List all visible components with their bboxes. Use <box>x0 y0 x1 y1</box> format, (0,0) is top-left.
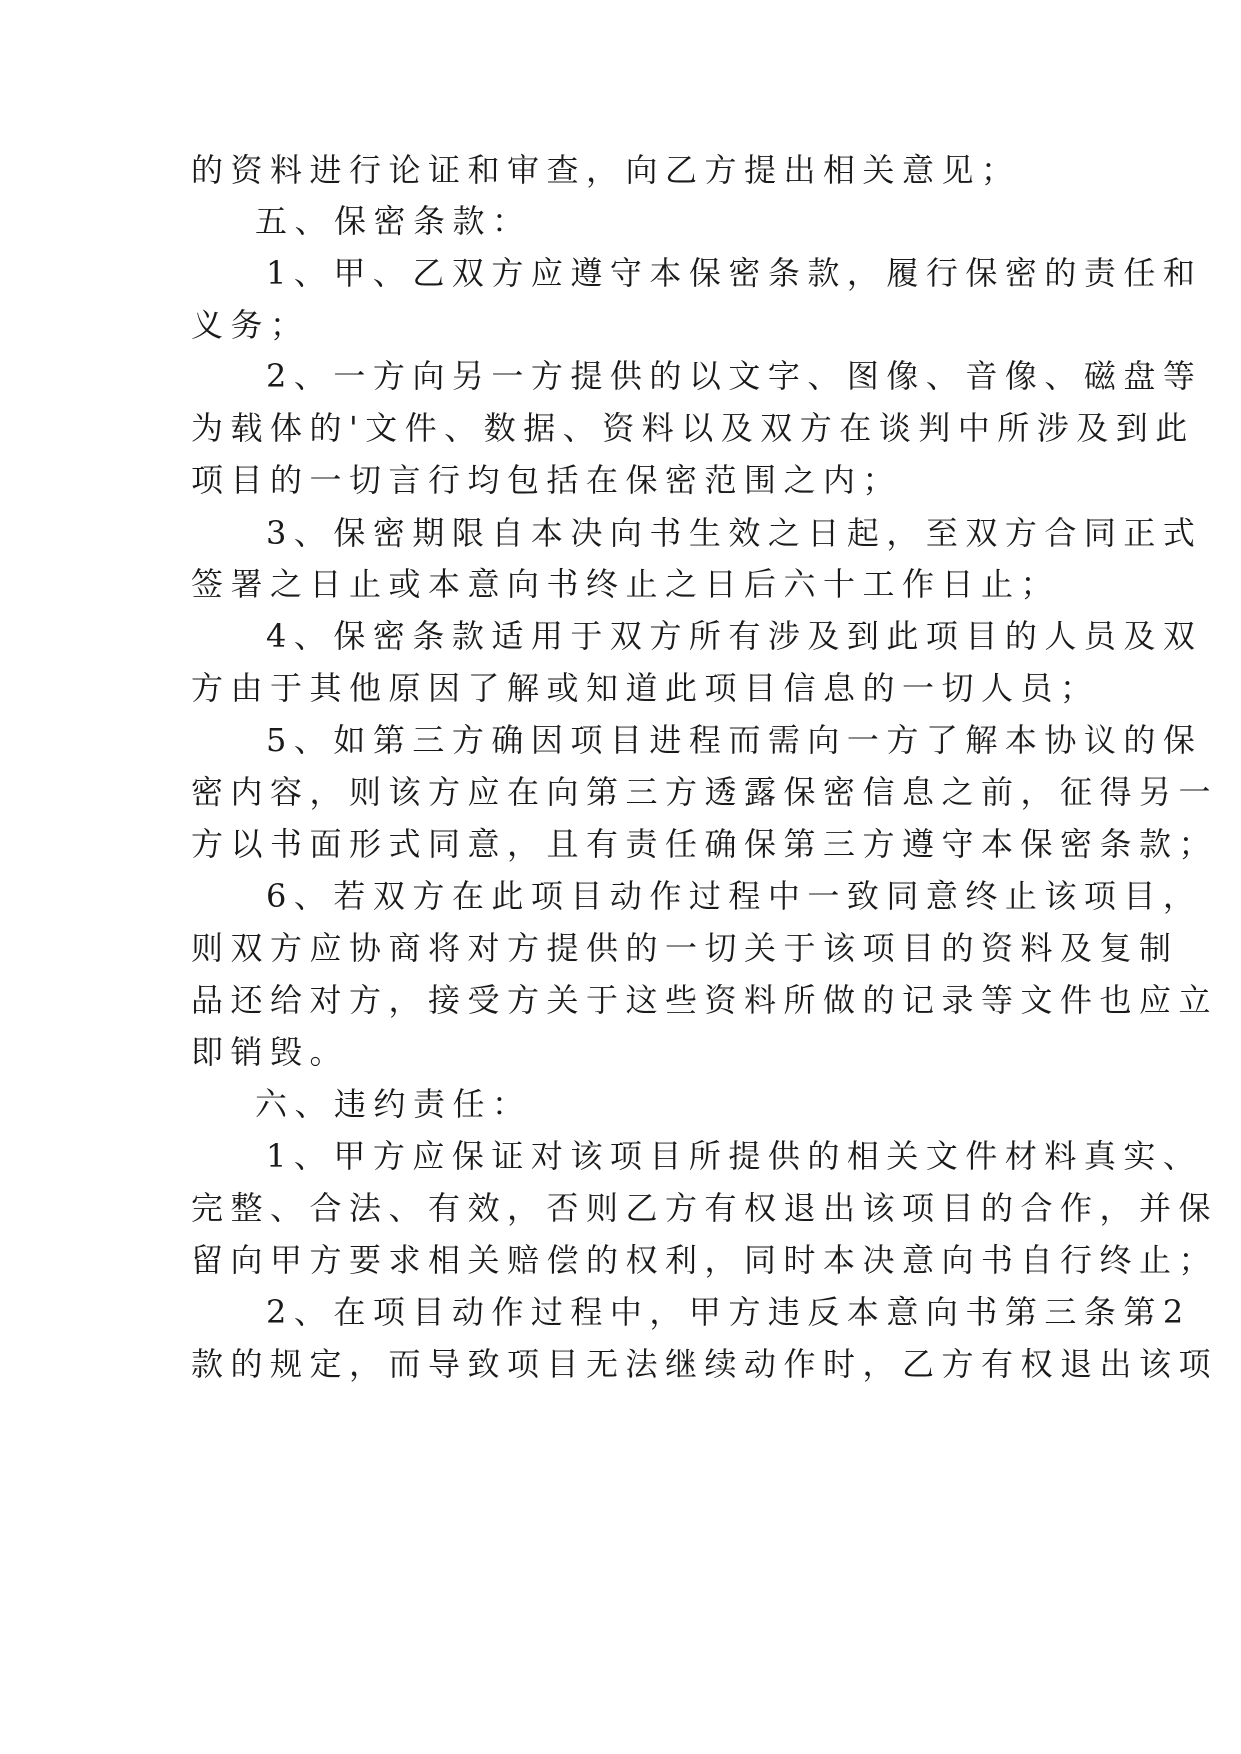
clause-line-1-1: 1、甲、乙双方应遵守本保密条款，履行保密的责任和 <box>266 254 1203 292</box>
text-line-1: 的资料进行论证和审查，向乙方提出相关意见； <box>191 151 1021 189</box>
clause-line-3-2: 签署之日止或本意向书终止之日后六十工作日止； <box>191 565 1061 603</box>
clause-line-6-2: 则双方应协商将对方提供的一切关于该项目的资料及复制 <box>191 929 1179 967</box>
liability-line-2-2: 款的规定，而导致项目无法继续动作时，乙方有权退出该项 <box>191 1345 1219 1383</box>
clause-line-5-2: 密内容，则该方应在向第三方透露保密信息之前，征得另一 <box>191 773 1219 811</box>
section-heading-liability: 六、违约责任： <box>255 1085 532 1123</box>
clause-line-2-3: 项目的一切言行均包括在保密范围之内； <box>191 461 903 499</box>
clause-line-5-3: 方以书面形式同意，且有责任确保第三方遵守本保密条款； <box>191 825 1219 863</box>
clause-line-4-1: 4、保密条款适用于双方所有涉及到此项目的人员及双 <box>266 617 1203 655</box>
clause-line-4-2: 方由于其他原因了解或知道此项目信息的一切人员； <box>191 669 1100 707</box>
clause-line-3-1: 3、保密期限自本决向书生效之日起，至双方合同正式 <box>266 514 1203 552</box>
clause-line-2-1: 2、一方向另一方提供的以文字、图像、音像、磁盘等 <box>266 357 1203 395</box>
liability-line-1-1: 1、甲方应保证对该项目所提供的相关文件材料真实、 <box>266 1137 1203 1175</box>
liability-line-2-1: 2、在项目动作过程中，甲方违反本意向书第三条第2 <box>266 1293 1191 1331</box>
liability-line-1-2: 完整、合法、有效，否则乙方有权退出该项目的合作，并保 <box>191 1189 1219 1227</box>
clause-line-6-1: 6、若双方在此项目动作过程中一致同意终止该项目， <box>266 877 1203 915</box>
liability-line-1-3: 留向甲方要求相关赔偿的权利，同时本决意向书自行终止； <box>191 1241 1219 1279</box>
section-heading-confidentiality: 五、保密条款： <box>255 202 532 240</box>
clause-line-6-4: 即销毁。 <box>191 1033 350 1071</box>
clause-line-5-1: 5、如第三方确因项目进程而需向一方了解本协议的保 <box>266 721 1203 759</box>
clause-line-2-2: 为载体的'文件、数据、资料以及双方在谈判中所涉及到此 <box>191 409 1195 447</box>
clause-line-1-2: 义务； <box>191 306 310 344</box>
clause-line-6-3: 品还给对方，接受方关于这些资料所做的记录等文件也应立 <box>191 981 1219 1019</box>
